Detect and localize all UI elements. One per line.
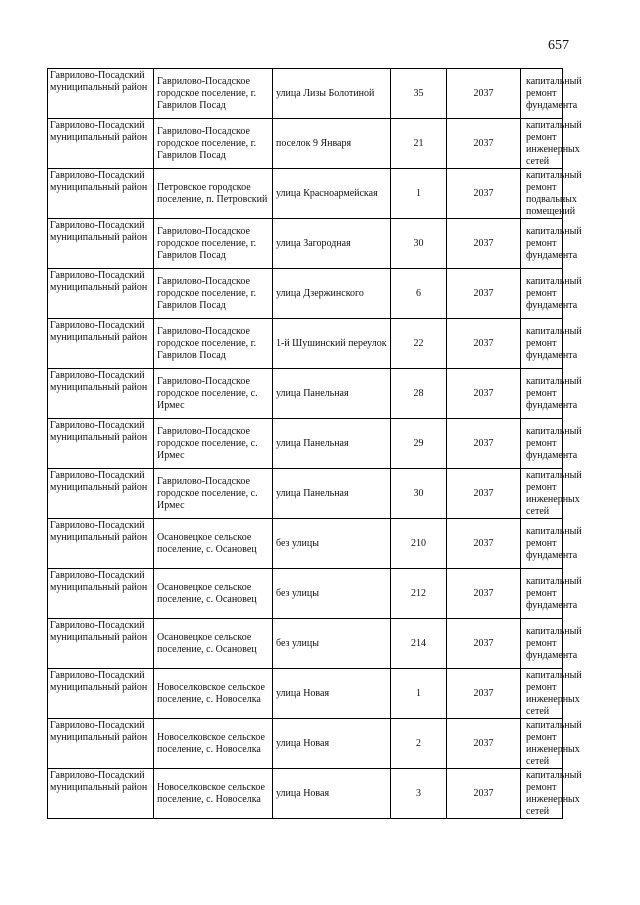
district-cell: Гаврилово-Посадский муниципальный район	[48, 119, 154, 169]
settlement-cell: Гаврилово-Посадское городское поселение, г. Гаврилов Посад	[154, 269, 273, 319]
table-row	[48, 569, 563, 619]
year-cell: 2037	[447, 469, 521, 519]
street-cell: улица Лизы Болотиной	[273, 69, 391, 119]
work-type-cell: капитальный ремонт фундамента	[521, 569, 563, 619]
year-cell: 2037	[447, 569, 521, 619]
district-cell: Гаврилово-Посадский муниципальный район	[48, 369, 154, 419]
table-row	[48, 269, 563, 319]
settlement-cell: Гаврилово-Посадское городское поселение, г. Гаврилов Посад	[154, 219, 273, 269]
year-cell: 2037	[447, 219, 521, 269]
street-cell: 1-й Шушинский переулок	[273, 319, 391, 369]
work-type-cell: капитальный ремонт фундамента	[521, 319, 563, 369]
house-number-cell: 22	[391, 319, 447, 369]
table-row	[48, 619, 563, 669]
district-cell: Гаврилово-Посадский муниципальный район	[48, 719, 154, 769]
year-cell: 2037	[447, 769, 521, 819]
street-cell: улица Панельная	[273, 369, 391, 419]
house-number-cell: 6	[391, 269, 447, 319]
year-cell: 2037	[447, 369, 521, 419]
house-number-cell: 35	[391, 69, 447, 119]
district-cell: Гаврилово-Посадский муниципальный район	[48, 619, 154, 669]
district-cell: Гаврилово-Посадский муниципальный район	[48, 569, 154, 619]
house-number-cell: 29	[391, 419, 447, 469]
street-cell: улица Новая	[273, 769, 391, 819]
year-cell: 2037	[447, 169, 521, 219]
table-body	[48, 69, 582, 819]
table-row	[48, 219, 563, 269]
repair-schedule-table	[47, 68, 582, 819]
street-cell: без улицы	[273, 619, 391, 669]
settlement-cell: Гаврилово-Посадское городское поселение, г. Гаврилов Посад	[154, 69, 273, 119]
settlement-cell: Новоселковское сельское поселение, с. Новоселка	[154, 669, 273, 719]
year-cell: 2037	[447, 69, 521, 119]
house-number-cell: 1	[391, 669, 447, 719]
year-cell: 2037	[447, 669, 521, 719]
work-type-cell: капитальный ремонт фундамента	[521, 519, 563, 569]
table-row	[48, 169, 563, 219]
settlement-cell: Гаврилово-Посадское городское поселение, г. Гаврилов Посад	[154, 319, 273, 369]
work-type-cell: капитальный ремонт инженерных сетей	[521, 669, 563, 719]
table-row	[48, 319, 563, 369]
table-row	[48, 469, 563, 519]
street-cell: улица Новая	[273, 669, 391, 719]
district-cell: Гаврилово-Посадский муниципальный район	[48, 269, 154, 319]
work-type-cell: капитальный ремонт фундамента	[521, 619, 563, 669]
district-cell: Гаврилово-Посадский муниципальный район	[48, 419, 154, 469]
year-cell: 2037	[447, 519, 521, 569]
work-type-cell: капитальный ремонт инженерных сетей	[521, 469, 563, 519]
work-type-cell: капитальный ремонт инженерных сетей	[521, 119, 563, 169]
year-cell: 2037	[447, 619, 521, 669]
work-type-cell: капитальный ремонт фундамента	[521, 219, 563, 269]
work-type-cell: капитальный ремонт инженерных сетей	[521, 769, 563, 819]
settlement-cell: Осановецкое сельское поселение, с. Осановец	[154, 619, 273, 669]
house-number-cell: 2	[391, 719, 447, 769]
district-cell: Гаврилово-Посадский муниципальный район	[48, 169, 154, 219]
work-type-cell: капитальный ремонт инженерных сетей	[521, 719, 563, 769]
house-number-cell: 210	[391, 519, 447, 569]
settlement-cell: Новоселковское сельское поселение, с. Новоселка	[154, 719, 273, 769]
table-row	[48, 669, 563, 719]
settlement-cell: Гаврилово-Посадское городское поселение, с. Ирмес	[154, 469, 273, 519]
settlement-cell: Новоселковское сельское поселение, с. Новоселка	[154, 769, 273, 819]
work-type-cell: капитальный ремонт фундамента	[521, 369, 563, 419]
street-cell: без улицы	[273, 519, 391, 569]
house-number-cell: 214	[391, 619, 447, 669]
street-cell: улица Новая	[273, 719, 391, 769]
table-row	[48, 769, 563, 819]
house-number-cell: 30	[391, 469, 447, 519]
street-cell: без улицы	[273, 569, 391, 619]
settlement-cell: Осановецкое сельское поселение, с. Осановец	[154, 519, 273, 569]
district-cell: Гаврилово-Посадский муниципальный район	[48, 769, 154, 819]
street-cell: улица Дзержинского	[273, 269, 391, 319]
street-cell: улица Загородная	[273, 219, 391, 269]
table-row	[48, 119, 563, 169]
street-cell: поселок 9 Января	[273, 119, 391, 169]
settlement-cell: Гаврилово-Посадское городское поселение, с. Ирмес	[154, 369, 273, 419]
district-cell: Гаврилово-Посадский муниципальный район	[48, 219, 154, 269]
settlement-cell: Гаврилово-Посадское городское поселение, г. Гаврилов Посад	[154, 119, 273, 169]
street-cell: улица Панельная	[273, 469, 391, 519]
work-type-cell: капитальный ремонт фундамента	[521, 269, 563, 319]
house-number-cell: 1	[391, 169, 447, 219]
table-row	[48, 419, 563, 469]
settlement-cell: Гаврилово-Посадское городское поселение, с. Ирмес	[154, 419, 273, 469]
table-row	[48, 69, 563, 119]
table-row	[48, 369, 563, 419]
year-cell: 2037	[447, 119, 521, 169]
work-type-cell: капитальный ремонт фундамента	[521, 419, 563, 469]
table-row	[48, 719, 563, 769]
work-type-cell: капитальный ремонт фундамента	[521, 69, 563, 119]
district-cell: Гаврилово-Посадский муниципальный район	[48, 69, 154, 119]
district-cell: Гаврилово-Посадский муниципальный район	[48, 519, 154, 569]
street-cell: улица Панельная	[273, 419, 391, 469]
street-cell: улица Красноармейская	[273, 169, 391, 219]
house-number-cell: 28	[391, 369, 447, 419]
house-number-cell: 30	[391, 219, 447, 269]
year-cell: 2037	[447, 419, 521, 469]
settlement-cell: Петровское городское поселение, п. Петровский	[154, 169, 273, 219]
settlement-cell: Осановецкое сельское поселение, с. Осановец	[154, 569, 273, 619]
district-cell: Гаврилово-Посадский муниципальный район	[48, 469, 154, 519]
house-number-cell: 21	[391, 119, 447, 169]
year-cell: 2037	[447, 719, 521, 769]
year-cell: 2037	[447, 319, 521, 369]
table-row	[48, 519, 563, 569]
house-number-cell: 3	[391, 769, 447, 819]
page-number: 657	[548, 38, 569, 53]
house-number-cell: 212	[391, 569, 447, 619]
year-cell: 2037	[447, 269, 521, 319]
district-cell: Гаврилово-Посадский муниципальный район	[48, 669, 154, 719]
district-cell: Гаврилово-Посадский муниципальный район	[48, 319, 154, 369]
work-type-cell: капитальный ремонт подвальных помещений	[521, 169, 563, 219]
